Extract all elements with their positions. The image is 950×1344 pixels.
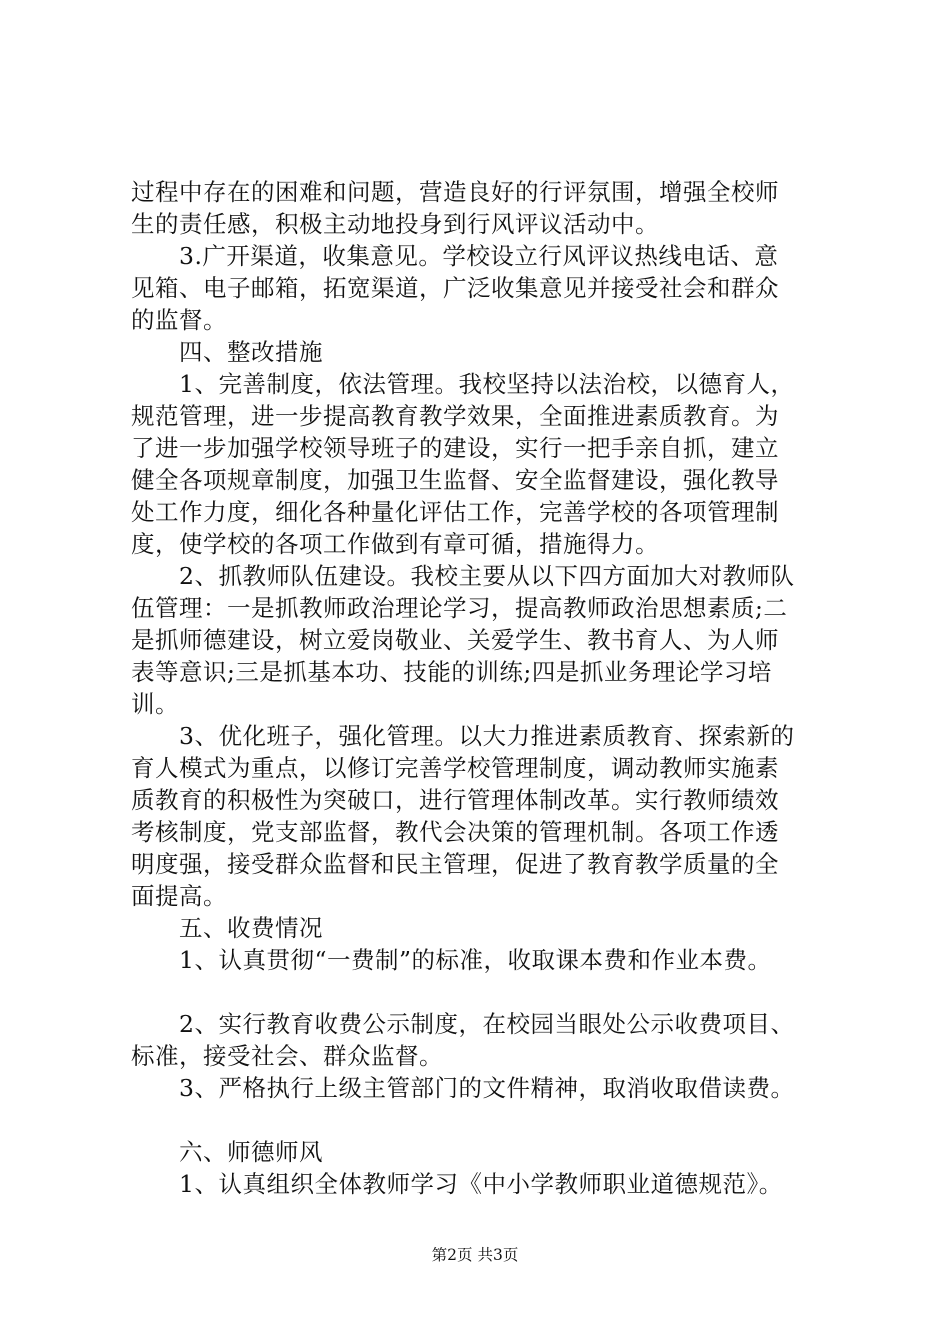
paragraph-line: 过程中存在的困难和问题，营造良好的行评氛围，增强全校师 bbox=[131, 178, 779, 206]
paragraph-line: 了进一步加强学校领导班子的建设，实行一把手亲自抓，建立 bbox=[131, 434, 779, 462]
paragraph-line: 3、优化班子，强化管理。以大力推进素质教育、探索新的 bbox=[179, 722, 795, 750]
section-heading: 四、整改措施 bbox=[179, 338, 323, 366]
section-heading: 六、师德师风 bbox=[179, 1138, 323, 1166]
paragraph-line: 2、抓教师队伍建设。我校主要从以下四方面加大对教师队 bbox=[179, 562, 795, 590]
paragraph-line: 明度强，接受群众监督和民主管理，促进了教育教学质量的全 bbox=[131, 850, 779, 878]
paragraph-line: 处工作力度，细化各种量化评估工作，完善学校的各项管理制 bbox=[131, 498, 779, 526]
paragraph-line: 度，使学校的各项工作做到有章可循，措施得力。 bbox=[131, 530, 659, 558]
paragraph-line: 3、严格执行上级主管部门的文件精神，取消收取借读费。 bbox=[179, 1074, 795, 1102]
paragraph-line: 训。 bbox=[131, 690, 179, 718]
paragraph-line: 表等意识;三是抓基本功、技能的训练;四是抓业务理论学习培 bbox=[131, 658, 772, 686]
paragraph-line: 面提高。 bbox=[131, 882, 227, 910]
paragraph-line: 是抓师德建设，树立爱岗敬业、关爱学生、教书育人、为人师 bbox=[131, 626, 779, 654]
section-heading: 五、收费情况 bbox=[179, 914, 323, 942]
paragraph-line: 1、认真组织全体教师学习《中小学教师职业道德规范》。 bbox=[179, 1170, 783, 1198]
paragraph-line: 考核制度，党支部监督，教代会决策的管理机制。各项工作透 bbox=[131, 818, 779, 846]
page-footer: 第2页 共3页 bbox=[431, 1246, 519, 1264]
paragraph-line: 3.广开渠道，收集意见。学校设立行风评议热线电话、意 bbox=[179, 242, 779, 270]
paragraph-line: 1、完善制度，依法管理。我校坚持以法治校，以德育人， bbox=[179, 370, 795, 398]
paragraph-line: 生的责任感，积极主动地投身到行风评议活动中。 bbox=[131, 210, 659, 238]
paragraph-line: 1、认真贯彻“一费制”的标准，收取课本费和作业本费。 bbox=[179, 946, 772, 974]
paragraph-line: 质教育的积极性为突破口，进行管理体制改革。实行教师绩效 bbox=[131, 786, 779, 814]
paragraph-line: 健全各项规章制度，加强卫生监督、安全监督建设，强化教导 bbox=[131, 466, 779, 494]
paragraph-line: 的监督。 bbox=[131, 306, 227, 334]
paragraph-line: 规范管理，进一步提高教育教学效果，全面推进素质教育。为 bbox=[131, 402, 779, 430]
paragraph-line: 2、实行教育收费公示制度，在校园当眼处公示收费项目、 bbox=[179, 1010, 795, 1038]
paragraph-line: 见箱、电子邮箱，拓宽渠道，广泛收集意见并接受社会和群众 bbox=[131, 274, 779, 302]
paragraph-line: 育人模式为重点，以修订完善学校管理制度，调动教师实施素 bbox=[131, 754, 779, 782]
paragraph-line: 伍管理：一是抓教师政治理论学习，提高教师政治思想素质;二 bbox=[131, 594, 788, 622]
paragraph-line: 标准，接受社会、群众监督。 bbox=[131, 1042, 443, 1070]
